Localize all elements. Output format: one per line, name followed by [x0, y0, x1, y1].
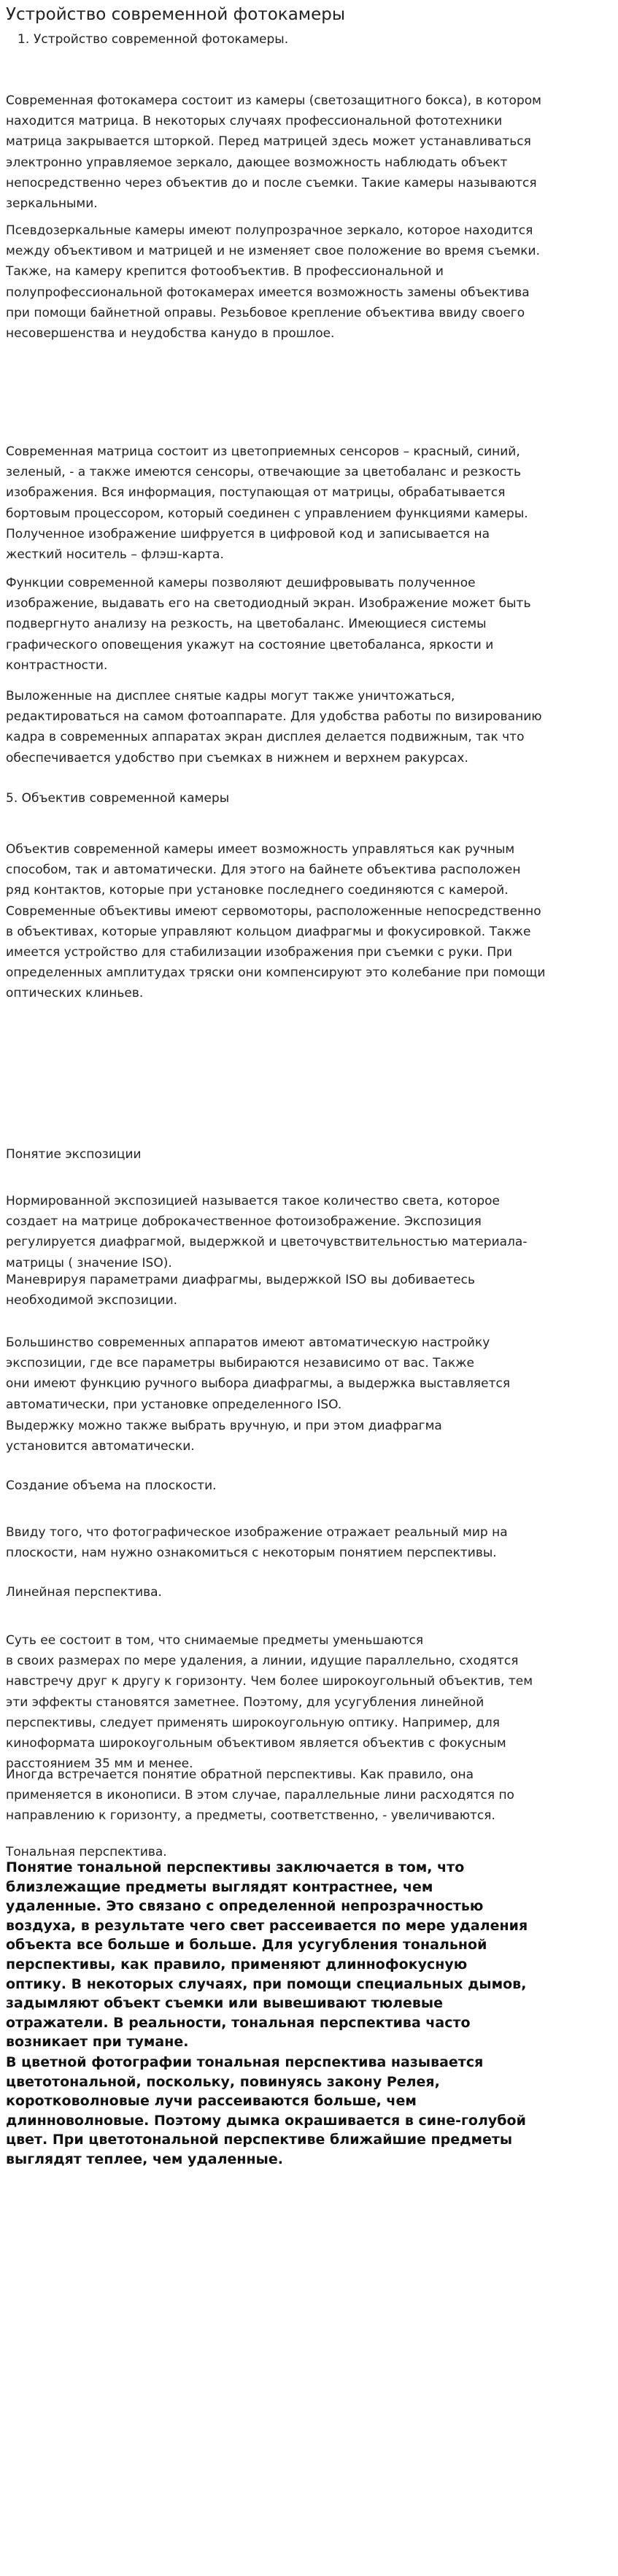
toc-item-number: 1. [18, 32, 30, 47]
text-line: Выложенные на дисплее снятые кадры могут также уничтожаться, [6, 689, 455, 703]
text-line: Современная фотокамера состоит из камеры (светозащитного бокса), в котором [6, 93, 541, 108]
section-heading [6, 1582, 610, 1603]
text-line: создает на матрице доброкачественное фотоизображение. Экспозиция [6, 1214, 482, 1230]
text-line: киноформата широкоугольным объективом является объектив с фокусным [6, 1736, 506, 1751]
paragraph [6, 90, 610, 214]
text-line: Понятие тональной перспективы заключается в том, что [6, 1859, 465, 1875]
text-line: полупрофессиональной фотокамерах имеется возможность замены объектива [6, 285, 530, 300]
text-line: расстоянием 35 мм и менее. [6, 1756, 193, 1772]
text-line: Иногда встречается понятие обратной перспективы. Как правило, она [6, 1767, 474, 1782]
text-line: Псевдозеркальные камеры имеют полупрозрачное зеркало, которое находится [6, 223, 533, 238]
text-line: жесткий носитель – флэш-карта. [6, 547, 224, 563]
paragraph [6, 788, 610, 809]
paragraph [6, 573, 610, 676]
text-line: Суть ее состоит в том, что снимаемые предметы уменьшаются [6, 1633, 424, 1648]
text-line: эти эффекты становятся заметнее. Поэтому, для усугубления линейной [6, 1694, 484, 1710]
text-line: непосредственно через объектив до и после съемки. Такие камеры называются [6, 175, 537, 190]
text-line: задымляют объект съемки или вывешивают тюлевые [6, 1995, 444, 2012]
paragraph [6, 1416, 610, 1457]
paragraph [6, 686, 610, 768]
text-line: плоскости, нам нужно ознакомиться с некоторым понятием перспективы. [6, 1546, 497, 1561]
text-line: навстречу друг к другу к горизонту. Чем более широкоугольный объектив, тем [6, 1674, 533, 1689]
toc-item-label: Устройство современной фотокамеры. [34, 32, 289, 47]
text-line: матрица закрывается шторкой. Перед матрицей здесь может устанавливаться [6, 134, 531, 150]
text-line: Современная матрица состоит из цветоприемных сенсоров – красный, синий, [6, 444, 520, 459]
text-line: бортовым процессором, который соединен с управлением функциями камеры. [6, 506, 528, 521]
text-line: направлению к горизонту, а предметы, соответственно, - увеличиваются. [6, 1808, 495, 1824]
text-line: Маневрируя параметрами диафрагмы, выдержкой ISO вы добиваетесь [6, 1273, 475, 1287]
text-line: выглядят теплее, чем удаленные. [6, 2151, 283, 2167]
text-line: изображения. Вся информация, поступающая от матрицы, обрабатывается [6, 485, 506, 501]
text-line: необходимой экспозиции. [6, 1293, 178, 1308]
text-line: 5. Объектив современной камеры [6, 791, 230, 806]
text-line: графического оповещения укажут на состояние цветобаланса, яркости и [6, 637, 494, 652]
bold-paragraph [6, 2053, 613, 2170]
text-line: Полученное изображение шифруется в цифровой код и записывается на [6, 526, 490, 541]
text-line: Современные объективы имеют сервомоторы, расположенные непосредственно [6, 903, 541, 919]
text-line: перспективы, как правило, применяют длиннофокусную [6, 1956, 468, 1973]
text-line: автоматически, при установке определенного ISO. [6, 1397, 342, 1412]
table-of-contents [18, 31, 288, 48]
text-line: цветотональной, поскольку, повинуясь закону Релея, [6, 2073, 440, 2090]
text-line: Большинство современных аппаратов имеют автоматическую настройку [6, 1335, 490, 1350]
section-heading [6, 1144, 610, 1165]
text-line: редактироваться на самом фотоаппарате. Для удобства работы по визированию [6, 709, 542, 725]
text-line: ряд контактов, которые при установке последнего соединяются с камерой. [6, 883, 509, 898]
text-line: при помощи байнетной оправы. Резьбовое крепление объектива ввиду своего [6, 305, 525, 320]
text-line: отражатели. В реальности, тональная перспектива часто [6, 2014, 471, 2031]
section-heading [6, 1476, 610, 1496]
text-line: имеется устройство для стабилизации изображения при съемки с руки. При [6, 945, 513, 960]
text-line: установится автоматически. [6, 1439, 195, 1454]
text-line: электронно управляемое зеркало, дающее возможность наблюдать объект [6, 155, 508, 170]
text-line: Создание объема на плоскости. [6, 1478, 217, 1493]
text-line: зеленый, - а также имеются сенсоры, отвечающие за цветобаланс и резкость [6, 465, 521, 480]
page-title: Устройство современной фотокамеры [6, 5, 346, 24]
text-line: в своих размерах по мере удаления, а линии, идущие параллельно, сходятся [6, 1654, 519, 1669]
text-line: определенных амплитудах тряски они компенсируют это колебание при помощи [6, 965, 546, 981]
paragraph [6, 1270, 610, 1311]
paragraph [6, 1630, 610, 1774]
paragraph [6, 1522, 610, 1563]
text-line: близлежащие предметы выглядят контрастнее, чем [6, 1878, 433, 1895]
bold-paragraph [6, 1858, 613, 2052]
text-line: Выдержку можно также выбрать вручную, и при этом диафрагма [6, 1419, 442, 1433]
text-line: Линейная перспектива. [6, 1585, 162, 1600]
text-line: объекта все больше и больше. Для усугубления тональной [6, 1937, 487, 1954]
text-line: Функции современной камеры позволяют дешифровывать полученное [6, 576, 476, 590]
paragraph [6, 1191, 610, 1273]
text-line: способом, так и автоматически. Для этого на байнете объектива расположен [6, 863, 521, 878]
text-line: возникает при тумане. [6, 2034, 189, 2051]
text-line: оптику. В некоторых случаях, при помощи специальных дымов, [6, 1975, 527, 1992]
text-line: контрастности. [6, 658, 108, 673]
text-line: кадра в современных аппаратах экран дисплея делается подвижным, так что [6, 730, 525, 745]
paragraph [6, 839, 610, 1004]
text-line: матрицы ( значение ISO). [6, 1255, 172, 1270]
paragraph [6, 220, 610, 344]
text-line: оптических клиньев. [6, 986, 144, 1001]
text-line: коротковолновые лучи рассеиваются больше, чем [6, 2093, 417, 2110]
paragraph [6, 1765, 610, 1827]
text-line: несовершенства и неудобства канудо в прошлое. [6, 326, 335, 342]
toc-item [18, 31, 288, 48]
text-line: экспозиции, где все параметры выбираются независимо от вас. Также [6, 1356, 474, 1371]
text-line: длинноволновые. Поэтому дымка окрашивается в сине-голубой [6, 2112, 526, 2129]
text-line: подвергнуто анализу на резкость, на цветобаланс. Имеющиеся системы [6, 617, 487, 632]
text-line: удаленные. Это связано с определенной непрозрачностью [6, 1898, 484, 1915]
text-line: Нормированной экспозицией называется такое количество света, которое [6, 1194, 500, 1208]
paragraph [6, 441, 610, 565]
text-line: В цветной фотографии тональная перспектива называется [6, 2054, 484, 2070]
text-line: Понятие экспозиции [6, 1147, 142, 1162]
text-line: Тональная перспектива. [6, 1845, 167, 1859]
text-line: Объектив современной камеры имеет возможность управляться как ручным [6, 842, 515, 857]
paragraph [6, 1333, 610, 1415]
text-line: Также, на камеру крепится фотообъектив. В профессиональной и [6, 264, 444, 279]
text-line: зеркальными. [6, 196, 98, 212]
text-line: находится матрица. В некоторых случаях профессиональной фототехники [6, 114, 503, 129]
text-line: воздуха, в результате чего свет рассеивается по мере удаления [6, 1917, 528, 1934]
text-line: Ввиду того, что фотографическое изображение отражает реальный мир на [6, 1525, 508, 1540]
text-line: обеспечивается удобство при съемках в нижнем и верхнем ракурсах. [6, 750, 468, 766]
text-line: перспективы, следует применять широкоугольную оптику. Например, для [6, 1715, 501, 1730]
text-line: изображение, выдавать его на светодиодный экран. Изображение может быть [6, 596, 531, 612]
text-line: между объективом и матрицей и не изменяет свое положение во время съемки. [6, 244, 540, 259]
text-line: применяется в иконописи. В этом случае, параллельные лини расходятся по [6, 1788, 514, 1803]
text-line: в объективах, которые управляют кольцом диафрагмы и фокусировкой. Также [6, 924, 531, 939]
text-line: цвет. При цветотональной перспективе ближайшие предметы [6, 2132, 513, 2148]
text-line: регулируется диафрагмой, выдержкой и цветочувствительностью материала- [6, 1235, 528, 1250]
text-line: они имеют функцию ручного выбора диафрагмы, а выдержка выставляется [6, 1376, 511, 1392]
